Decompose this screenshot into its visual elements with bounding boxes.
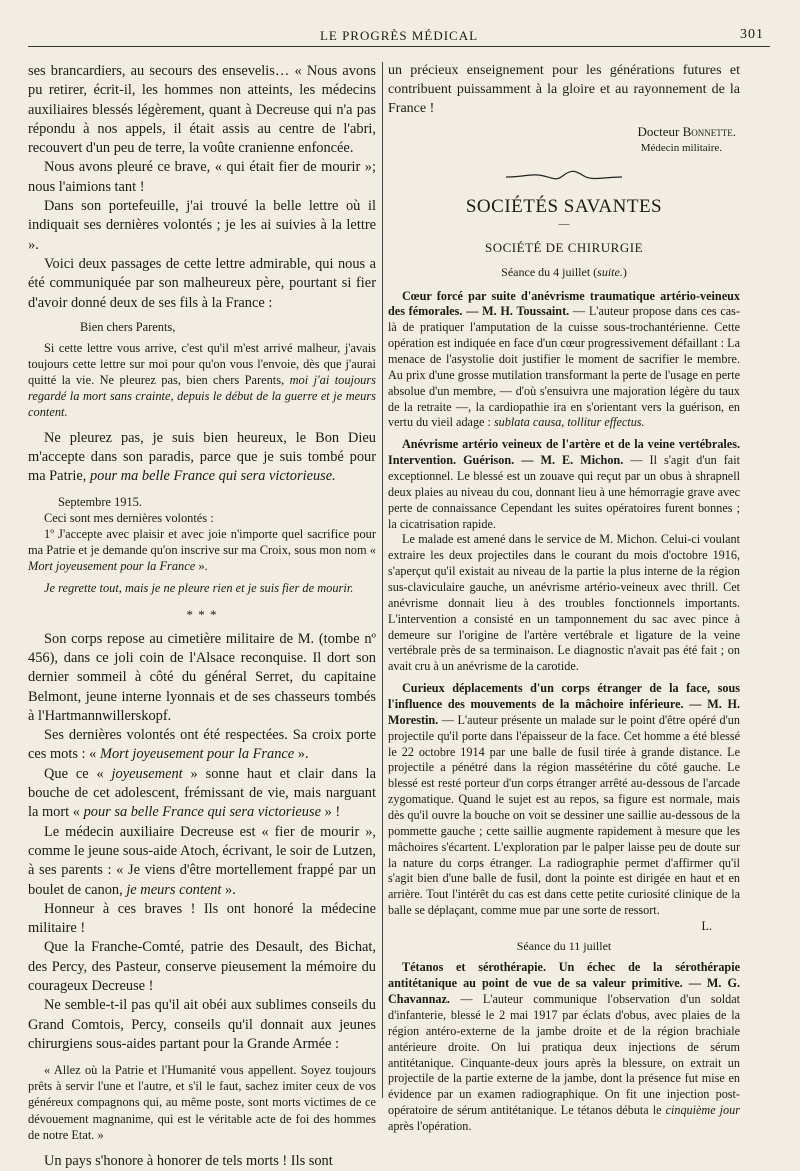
p8-italic-1: joyeusement <box>111 765 183 782</box>
p8-b: » sonne haut et clair dans la bouche de cet adolescent, frémissant de vie, mais narguant la mort « <box>28 765 376 821</box>
p8-c: » ! <box>320 804 341 821</box>
signature-prefix: Docteur <box>637 124 683 140</box>
seance-1-italic: suite. <box>597 264 623 279</box>
left-paragraph-9 <box>28 823 376 900</box>
p9-a: Le médecin auxiliaire Decreuse est « fier de mourir », comme le jeune sous-aide Atoch, écrivant, le soir de Lutzen, à ses parents : « Je viens d'être mortellement frappé par un boulet de canon, <box>28 823 376 898</box>
case-4 <box>388 960 740 1134</box>
left-column <box>28 62 377 1169</box>
seance-1 <box>388 265 740 281</box>
society-title: SOCIÉTÉ DE CHIRURGIE <box>484 240 644 256</box>
letter-body-plain: Si cette lettre vous arrive, c'est qu'il m'est arrivé malheur, j'avais toujours cette lettre sur moi pour qu'on vous l'envoie, dès que j'aurai quitté la vie. Ne pleurez pas, bien chers Parents, <box>28 340 376 388</box>
case-3-heading: Curieux déplacements d'un corps étranger de la face, sous l'influence des mouvements de la mâchoire inférieure. — M. H. Morestin. <box>388 681 740 727</box>
left-paragraph-1: ses brancardiers, au secours des ensevelis… « Nous avons pu retirer, écrit-il, les hommes non atteints, les médecins auxiliaires blessés légèrement, quant à Decreuse qui n'a pas répondu à nos appels, il était assis au centre de l'abri, recouvert d'un peu de terre, la voûte cranienne enfoncée. <box>28 63 376 157</box>
p7-end: ». <box>294 746 309 763</box>
p8-a: Que ce « <box>44 765 112 782</box>
letter-body-italic: moi j'ai toujours regardé la mort sans crainte, depuis le début de la guerre et je meurs content. <box>28 373 377 420</box>
author-signature <box>388 124 740 141</box>
will-excerpt <box>28 494 376 597</box>
will-item-italic: Mort joyeusement pour la France <box>28 559 196 573</box>
p7-plain: Ses dernières volontés ont été respectées. Sa croix porte ces mots : « <box>28 727 376 763</box>
case-4-text-a: — L'auteur communique l'observation d'un soldat d'infanterie, blessé le 2 mai 1917 par éclats d'obus, avec plaies de la région antéro-externe de la jambe droite et de la région brachiale antérieure droite. On lui pratiqua deux injections de sérum antitétanique. Cinquante-deux jours après la blessure, on extrait un projectile de la partie externe de la jambe, dont la présence fut mise en évidence par un examen radiographique. On fit une injection post-opératoire de sérum antitétanique. Le tétanos débuta le <box>388 992 740 1118</box>
case-2-text: — Il s'agit d'un fait exceptionnel. Le blessé est un zouave qui reçut par un obus à shrapnell deux plaies au niveau du cou, donnant lieu à une hémorragie grave avec perte de connaissance Cependant les suites opératoires furent bonnes ; la cicatrisation rapide. <box>388 453 740 531</box>
left-paragraph-12: Ne semble-t-il pas qu'il ait obéi aux sublimes conseils du Grand Comtois, Percy, conseils qu'il donnait aux jeunes chirurgiens sous-aides partant pour la Grande Armée : <box>28 997 376 1052</box>
case-2 <box>388 437 740 532</box>
p5-italic: pour ma belle France qui sera victorieuse. <box>89 468 336 485</box>
seance-2: Séance du 11 juillet <box>516 938 612 953</box>
case-1 <box>388 289 740 432</box>
case-4-italic: cinquième jour <box>665 1103 740 1118</box>
left-paragraph-8 <box>28 765 376 823</box>
p5-plain: Ne pleurez pas, je suis bien heureux, le Bon Dieu m'accepte dans son paradis, parce que je suis tombé pour ma Patrie, <box>28 429 376 485</box>
left-paragraph-10: Honneur à ces braves ! Ils ont honoré la médecine militaire ! <box>28 900 376 937</box>
left-paragraph-4: Voici deux passages de cette lettre admirable, qui nous a été communiquée par son malheureux père, pourtant si fier d'avoir donné deux de ses fils à la France : <box>28 255 376 311</box>
flourish-ornament <box>504 169 624 183</box>
will-item-end: ». <box>195 559 208 573</box>
right-column <box>388 62 740 1134</box>
case-2-heading: Anévrisme artério veineux de l'artère et de la veine vertébrales. Intervention. Guérison. — M. E. Michon. <box>388 437 740 468</box>
letter-date: Septembre 1915. <box>58 494 142 509</box>
running-title: LE PROGRÈS MÉDICAL <box>319 28 479 43</box>
seance-1-end: ) <box>622 264 627 279</box>
case-4-heading: Tétanos et sérothérapie. Un échec de la sérothérapie antitétanique au point de vue de sa valeur primitive. — M. G. Chavannaz. <box>388 960 740 1007</box>
section-dash: — <box>558 218 570 231</box>
left-paragraph-5 <box>28 429 376 487</box>
case-2-continued: Le malade est amené dans le service de M. Michon. Celui-ci voulant extraire les deux projectiles dans le courant du mois d'octobre 1916, s'aperçut qu'il existait au niveau de la partie la plus interne de la région sus-claviculaire gauche, un anévrisme artério-veineux avec thrill. Cet anévrisme donnait lieu à des troubles fonctionnels importants. L'intervention a consisté en un tamponnement du sac avec pince à demeure sur l'origine de l'artère vertébrale et ligature de la veine vertébrale près de sa terminaison. Le diagnostic n'avait pas été fait ; on avait cru à un anévrisme de la carotide. <box>388 532 740 674</box>
letter-salutation: Bien chers Parents, <box>80 319 176 334</box>
will-item-plain: 1º J'accepte avec plaisir et avec joie n'importe quel sacrifice pour ma Patrie et je demande qu'on inscrive sur ma Croix, sous mon nom « <box>28 526 376 557</box>
left-paragraph-6: Son corps repose au cimetière militaire de M. (tombe nº 456), dans ce joli coin de l'Alsace reconquise. Il dort son dernier sommeil à côté du général Serret, du capitaine Belmont, jeune interne lyonnais et de ses chasseurs tombés à l'Hartmannwillerskopf. <box>28 630 376 724</box>
case-1-text: — L'auteur propose dans ces cas-là de pratiquer l'amputation de la cuisse sous-trochantérienne. Cette opération est indiquée en face d'un cœur progressivement défaillant : La menace de l'asystolie doit justifier le moment de sacrifier le membre. Au prix d'une grosse mutilation transformant la perte de l'usage en perte absolue d'un membre, — d'où s'ensuivra une majoration légère du taux de la retraite —, la cardiopathie ira en s'orientant vers la guérison, en vertu du vieil adage : <box>388 304 740 430</box>
page-number: 301 <box>740 27 764 42</box>
case-4-text-b: après l'opération. <box>388 1119 472 1134</box>
left-paragraph-3: Dans son portefeuille, j'ai trouvé la belle lettre où il indiquait ses dernières volontés ; je les ai suivies à la lettre ». <box>28 198 376 253</box>
case-3-text: — L'auteur présente un malade sur le point d'être opéré d'un projectile qu'il porte dans l'épaisseur de la face. Cet homme a été blessé le 22 octobre 1914 par une balle de fusil tirée à grande distance. Le projectile a pénétré dans la région massétérine du côté gauche. Le blessé est resté porteur d'un corps étranger arrêté au-dessous de l'arcade zygomatique. Quand le sujet est au repos, sa figure est normale, mais dès qu'il ouvre la bouche on voit se dessiner une saillie au-dessous de la pommette gauche ; cette saillie augmente rapidement à mesure que les mâchoires s'écartent. L'exploration par le palper laisse peu de doute sur la nature du corps étranger. La radiographie permet d'affirmer qu'il s'agit bien d'une balle de fusil, dont la pointe est dirigée en haut et en arrière. Tout l'intérêt du cas est dans cette petite curiosité clinique de la balle se déplaçant, comme mue par une sorte de ressort. <box>388 712 740 918</box>
will-item <box>28 526 376 574</box>
signature-name: Bonnette. <box>682 124 736 140</box>
percy-quote: « Allez où la Patrie et l'Humanité vous appellent. Soyez toujours prêts à servir l'une et l'autre, et s'il le faut, sachez imiter ceux de vos généreux compagnons qui, au même poste, sont morts victimes de ce dévouement magnanime, qui est le véritable acte de foi des hommes de notre Etat. » <box>28 1063 376 1142</box>
case-3-signature: L. <box>701 919 712 934</box>
will-intro: Ceci sont mes dernières volontés : <box>44 510 214 525</box>
letter-body <box>28 340 376 421</box>
section-stars: * * * <box>186 607 218 623</box>
p7-italic: Mort joyeusement pour la France <box>99 746 295 763</box>
running-header <box>28 24 770 47</box>
right-continuation: un précieux enseignement pour les générations futures et contribuent puissamment à la gloire et au rayonnement de la France ! <box>388 63 740 116</box>
case-3 <box>388 681 740 919</box>
left-paragraph-7 <box>28 726 376 765</box>
regret-line: Je regrette tout, mais je ne pleure rien et je suis fier de mourir. <box>44 581 354 596</box>
left-paragraph-2: Nous avons pleuré ce brave, « qui était fier de mourir »; nous l'aimions tant ! <box>28 159 376 195</box>
author-title: Médecin militaire. <box>640 142 722 155</box>
left-paragraph-11: Que la Franche-Comté, patrie des Desault, des Bichat, des Percy, des Pasteur, conserve pieusement la mémoire du courageux Decreuse ! <box>28 939 376 994</box>
column-divider <box>382 62 383 1098</box>
p8-italic-2: pour sa belle France qui sera victorieuse <box>83 804 321 821</box>
letter-excerpt <box>28 319 376 421</box>
case-1-italic: sublata causa, tollitur effectus. <box>493 415 645 430</box>
seance-1-plain: Séance du 4 juillet ( <box>501 264 598 279</box>
p9-italic: je meurs content <box>126 881 222 898</box>
case-1-heading: Cœur forcé par suite d'anévrisme traumatique artério-veineux des fémorales. — M. H. Toussaint. <box>388 288 740 319</box>
section-title: SOCIÉTÉS SAVANTES <box>465 196 663 218</box>
left-paragraph-13: Un pays s'honore à honorer de tels morts ! Ils sont <box>44 1152 333 1169</box>
p9-b: ». <box>221 881 236 898</box>
